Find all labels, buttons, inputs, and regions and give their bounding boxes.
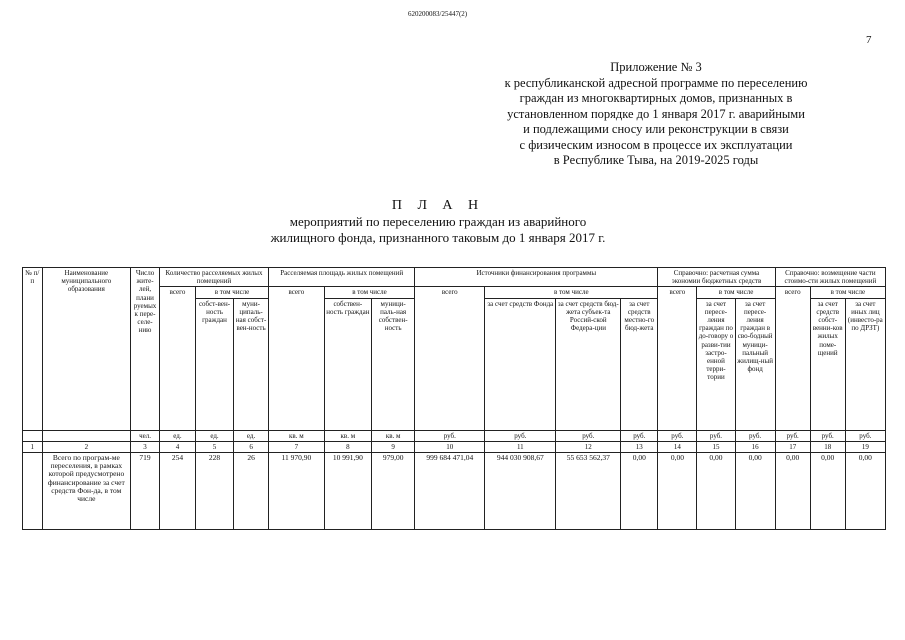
header-including: в том числе xyxy=(195,287,268,298)
column-number: 8 xyxy=(324,441,371,452)
column-number-row xyxy=(23,441,886,452)
row-value: 0,00 xyxy=(697,453,735,530)
unit-cell: ед. xyxy=(234,430,269,441)
column-number: 14 xyxy=(658,441,697,452)
appendix-line: к республиканской адресной программе по переселению xyxy=(504,75,808,90)
unit-cell: руб. xyxy=(845,430,885,441)
unit-cell: руб. xyxy=(697,430,735,441)
column-number: 2 xyxy=(42,441,131,452)
header-premises-municipal: муни-ципаль-ная собст-вен-ность xyxy=(234,298,269,430)
column-number: 19 xyxy=(845,441,885,452)
appendix-line: и подлежащими сносу или реконструкции в связи xyxy=(523,122,789,136)
unit-cell: чел. xyxy=(131,430,160,441)
column-number: 18 xyxy=(810,441,845,452)
column-number: 5 xyxy=(195,441,233,452)
unit-cell: руб. xyxy=(415,430,485,441)
header-including: в том числе xyxy=(324,287,415,298)
header-num: № п/п xyxy=(23,268,43,431)
column-number: 12 xyxy=(556,441,621,452)
column-number: 9 xyxy=(372,441,415,452)
plan-table xyxy=(22,267,886,530)
table-row xyxy=(23,453,886,530)
header-row xyxy=(23,268,886,287)
header-compensation-owners: за счет средств собст-венни-ков жилых поме-щений xyxy=(810,298,845,430)
unit-cell: руб. xyxy=(556,430,621,441)
row-value: 55 653 562,37 xyxy=(556,453,621,530)
header-area-own: собствен-ность граждан xyxy=(324,298,371,430)
column-number: 16 xyxy=(735,441,775,452)
header-ref-compensation: Справочно: возмещение части стоимо-сти жилых помещений xyxy=(775,268,885,287)
column-number: 11 xyxy=(485,441,556,452)
header-total: всего xyxy=(159,287,195,430)
unit-cell: руб. xyxy=(658,430,697,441)
column-number: 3 xyxy=(131,441,160,452)
row-name: Всего по програм-ме переселения, в рамках которой предусмотрено финансирование за счет средств Фон-да, в том числе xyxy=(42,453,131,530)
units-row xyxy=(23,430,886,441)
row-value: 0,00 xyxy=(810,453,845,530)
header-including: в том числе xyxy=(810,287,885,298)
appendix-line: граждан из многоквартирных домов, признанных в xyxy=(519,91,793,105)
header-count: Число жите-лей, плани руемых к пере-селе-нию xyxy=(131,268,160,431)
row-value: 0,00 xyxy=(775,453,810,530)
header-total: всего xyxy=(415,287,485,430)
unit-cell: ед. xyxy=(195,430,233,441)
column-number: 15 xyxy=(697,441,735,452)
header-economy-contract: за счет пересе-ления граждан по до-говору о разви-тии застро-енной терри-тории xyxy=(697,298,735,430)
row-number xyxy=(23,453,43,530)
unit-cell: руб. xyxy=(810,430,845,441)
header-area-municipal: муници-паль-ная собствен-ность xyxy=(372,298,415,430)
header-premises-own: собст-вен-ность граждан xyxy=(195,298,233,430)
title-line: жилищного фонда, признанного таковым до 1 января 2017 г. xyxy=(270,230,606,245)
header-including: в том числе xyxy=(697,287,775,298)
title-heading: П Л А Н xyxy=(391,198,485,213)
header-name: Наименование муниципального образования xyxy=(42,268,131,431)
unit-cell: кв. м xyxy=(269,430,325,441)
document-id: 620200083/25447(2) xyxy=(408,10,468,18)
column-number: 7 xyxy=(269,441,325,452)
row-value: 0,00 xyxy=(658,453,697,530)
appendix-line: Приложение № 3 xyxy=(610,60,702,74)
title-line: мероприятий по переселению граждан из аварийного xyxy=(289,214,587,229)
row-value: 944 030 908,67 xyxy=(485,453,556,530)
header-including: в том числе xyxy=(485,287,658,298)
row-value: 999 684 471,04 xyxy=(415,453,485,530)
header-source-local: за счет средств местно-го бюд-жета xyxy=(621,298,658,430)
column-number: 6 xyxy=(234,441,269,452)
page-number: 7 xyxy=(866,34,872,46)
appendix-line: установленном порядке до 1 января 2017 г. аварийными xyxy=(507,106,805,121)
header-sources: Источники финансирования программы xyxy=(415,268,658,287)
header-total: всего xyxy=(269,287,325,430)
header-source-fund: за счет средств Фонда xyxy=(485,298,556,430)
appendix-line: в Республике Тыва, на 2019-2025 годы xyxy=(553,153,759,167)
header-area: Расселяемая площадь жилых помещений xyxy=(269,268,415,287)
row-value: 254 xyxy=(159,453,195,530)
column-number: 13 xyxy=(621,441,658,452)
header-total: всего xyxy=(775,287,810,430)
column-number: 10 xyxy=(415,441,485,452)
row-value: 10 991,90 xyxy=(324,453,371,530)
unit-cell xyxy=(42,430,131,441)
column-number: 17 xyxy=(775,441,810,452)
unit-cell: руб. xyxy=(735,430,775,441)
unit-cell: руб. xyxy=(485,430,556,441)
unit-cell: руб. xyxy=(775,430,810,441)
row-value: 0,00 xyxy=(845,453,885,530)
row-value: 719 xyxy=(131,453,160,530)
header-compensation-other: за счет иных лиц (инвесто-ра по ДРЗТ) xyxy=(845,298,885,430)
unit-cell: кв. м xyxy=(372,430,415,441)
column-number: 1 xyxy=(23,441,43,452)
row-value: 0,00 xyxy=(621,453,658,530)
header-source-subject: за счет средств бюд-жета субъек-та Россий-ской Федера-ции xyxy=(556,298,621,430)
appendix-line: с физическим износом в процессе их эксплуатации xyxy=(519,137,793,152)
row-value: 979,00 xyxy=(372,453,415,530)
unit-cell: кв. м xyxy=(324,430,371,441)
header-premises: Количество расселяемых жилых помещений xyxy=(159,268,268,287)
header-ref-economy: Справочно: расчетная сумма экономии бюджетных средств xyxy=(658,268,775,287)
unit-cell: руб. xyxy=(621,430,658,441)
column-number: 4 xyxy=(159,441,195,452)
document-title xyxy=(232,198,644,246)
row-value: 11 970,90 xyxy=(269,453,325,530)
unit-cell xyxy=(23,430,43,441)
header-total: всего xyxy=(658,287,697,430)
row-value: 26 xyxy=(234,453,269,530)
row-value: 228 xyxy=(195,453,233,530)
header-economy-free-fund: за счет пересе-ления граждан в сво-бодный муници-пальный жилищ-ный фонд xyxy=(735,298,775,430)
appendix-header xyxy=(486,60,826,169)
row-value: 0,00 xyxy=(735,453,775,530)
unit-cell: ед. xyxy=(159,430,195,441)
